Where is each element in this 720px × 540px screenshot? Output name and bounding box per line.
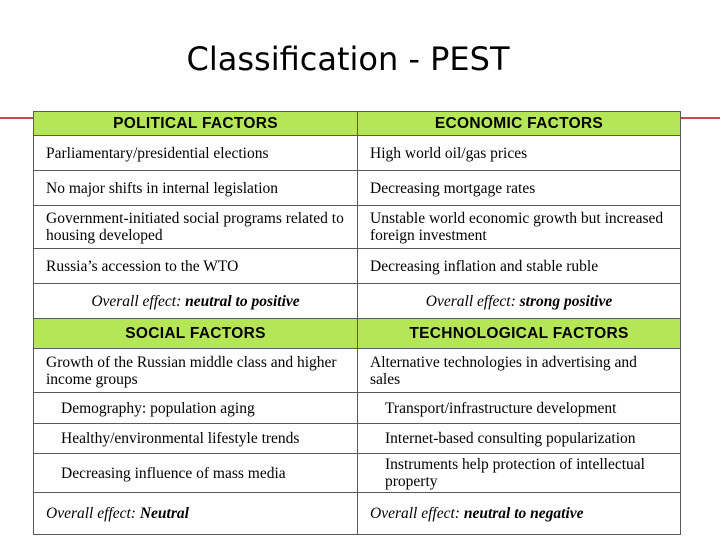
effect-value: strong positive <box>519 292 613 310</box>
social-item: Growth of the Russian middle class and higher income groups <box>34 349 358 393</box>
effect-value: Neutral <box>139 505 189 522</box>
political-item: Parliamentary/presidential elections <box>34 136 358 171</box>
table-row <box>34 249 681 284</box>
technological-item: Transport/infrastructure development <box>358 393 681 424</box>
social-item: Demography: population aging <box>34 393 358 424</box>
economic-item: Unstable world economic growth but increased foreign investment <box>358 206 681 249</box>
social-effect <box>34 493 358 535</box>
technological-item: Internet-based consulting popularization <box>358 424 681 454</box>
title-rule-left <box>0 117 33 119</box>
pest-table <box>33 111 681 535</box>
effect-value: neutral to negative <box>463 505 584 522</box>
social-header: SOCIAL FACTORS <box>34 319 358 349</box>
political-effect <box>34 284 358 319</box>
economic-item: High world oil/gas prices <box>358 136 681 171</box>
title-rule-right <box>680 117 720 119</box>
social-item: Decreasing influence of mass media <box>34 454 358 493</box>
table-row <box>34 393 681 424</box>
economic-item: Decreasing inflation and stable ruble <box>358 249 681 284</box>
slide-title: Classification - PEST <box>186 40 510 78</box>
technological-header: TECHNOLOGICAL FACTORS <box>358 319 681 349</box>
table-row <box>34 493 681 535</box>
effect-label: Overall effect: <box>91 292 182 310</box>
table-row <box>34 171 681 206</box>
table-row <box>34 454 681 493</box>
table-row <box>34 112 681 136</box>
table-row <box>34 319 681 349</box>
technological-effect <box>358 493 681 535</box>
table-row <box>34 136 681 171</box>
political-item: Government-initiated social programs related to housing developed <box>34 206 358 249</box>
technological-item: Alternative technologies in advertising and sales <box>358 349 681 393</box>
effect-value: neutral to positive <box>185 292 300 310</box>
effect-label: Overall effect: <box>46 505 136 522</box>
economic-effect <box>358 284 681 319</box>
political-item: No major shifts in internal legislation <box>34 171 358 206</box>
table-row <box>34 349 681 393</box>
effect-label: Overall effect: <box>425 292 516 310</box>
effect-label: Overall effect: <box>370 505 460 522</box>
economic-item: Decreasing mortgage rates <box>358 171 681 206</box>
table-row <box>34 284 681 319</box>
economic-header: ECONOMIC FACTORS <box>358 112 681 136</box>
political-item: Russia’s accession to the WTO <box>34 249 358 284</box>
social-item: Healthy/environmental lifestyle trends <box>34 424 358 454</box>
table-row <box>34 424 681 454</box>
political-header: POLITICAL FACTORS <box>34 112 358 136</box>
technological-item: Instruments help protection of intellectual property <box>358 454 681 493</box>
table-row <box>34 206 681 249</box>
